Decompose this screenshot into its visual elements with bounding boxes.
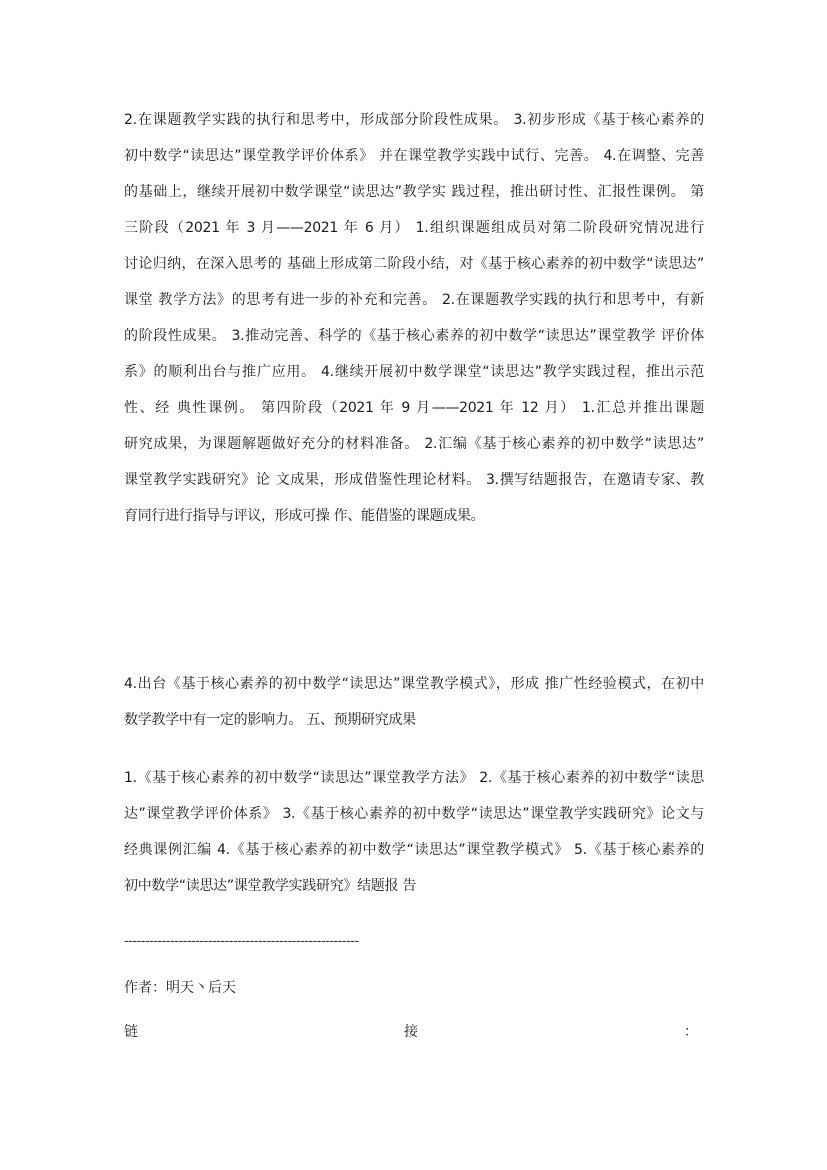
text-line: 初中数学“读思达”课堂教学实践研究》结题报 告: [124, 878, 417, 894]
link-label-char: ：: [684, 1024, 698, 1040]
author-line: 作者：明天丶后天: [124, 980, 236, 996]
link-label-char: 链: [124, 1024, 138, 1040]
text-line: 的基础上，继续开展初中数学课堂“读思达”教学实 践过程，推出研讨性、汇报性课例。 第: [124, 184, 704, 200]
expected-results-paragraph: [124, 760, 704, 904]
teaching-model-paragraph: [124, 666, 704, 738]
text-line: 三阶段（2021 年 3 月——2021 年 6 月） 1.组织课题组成员对第二阶段研究情况进行: [124, 220, 704, 236]
text-line: 2.在课题教学实践的执行和思考中，形成部分阶段性成果。 3.初步形成《基于核心素养的: [124, 112, 704, 128]
dashed-divider: --------------------------------------------------------: [124, 934, 359, 949]
link-label-row: [124, 1018, 698, 1046]
text-line: 系》的顺利出台与推广应用。 4.继续开展初中数学课堂“读思达”教学实践过程，推出示范: [124, 364, 704, 380]
text-line: 育同行进行指导与评议，形成可操 作、能借鉴的课题成果。: [124, 508, 485, 524]
text-line: 达”课堂教学评价体系》 3.《基于核心素养的初中数学“读思达”课堂教学实践研究》论文与: [124, 806, 704, 822]
text-line: 经典课例汇编 4.《基于核心素养的初中数学“读思达”课堂教学模式》 5.《基于核心素养的: [124, 842, 704, 858]
link-label-char: 接: [404, 1024, 418, 1040]
text-line: 1.《基于核心素养的初中数学“读思达”课堂教学方法》 2.《基于核心素养的初中数学“读思: [124, 770, 704, 786]
text-line: 性、经 典性课例。 第四阶段（2021 年 9 月——2021 年 12 月） 1.汇总并推出课题: [124, 400, 704, 416]
text-line: 课堂教学实践研究》论 文成果，形成借鉴性理论材料。 3.撰写结题报告，在邀请专家、教: [124, 472, 704, 488]
text-line: 课堂 教学方法》的思考有进一步的补充和完善。 2.在课题教学实践的执行和思考中，有新: [124, 292, 704, 308]
research-stages-paragraph: [124, 102, 704, 534]
text-line: 的阶段性成果。 3.推动完善、科学的《基于核心素养的初中数学“读思达”课堂教学 评价体: [124, 328, 704, 344]
text-line: 研究成果，为课题解题做好充分的材料准备。 2.汇编《基于核心素养的初中数学“读思达”: [124, 436, 704, 452]
text-line: 数学教学中有一定的影响力。 五、预期研究成果: [124, 712, 416, 728]
text-line: 讨论归纳，在深入思考的 基础上形成第二阶段小结，对《基于核心素养的初中数学“读思达”: [124, 256, 704, 272]
text-line: 4.出台《基于核心素养的初中数学“读思达”课堂教学模式》，形成 推广性经验模式，在初中: [124, 676, 704, 692]
text-line: 初中数学“读思达”课堂教学评价体系》 并在课堂教学实践中试行、完善。 4.在调整、完善: [124, 148, 704, 164]
